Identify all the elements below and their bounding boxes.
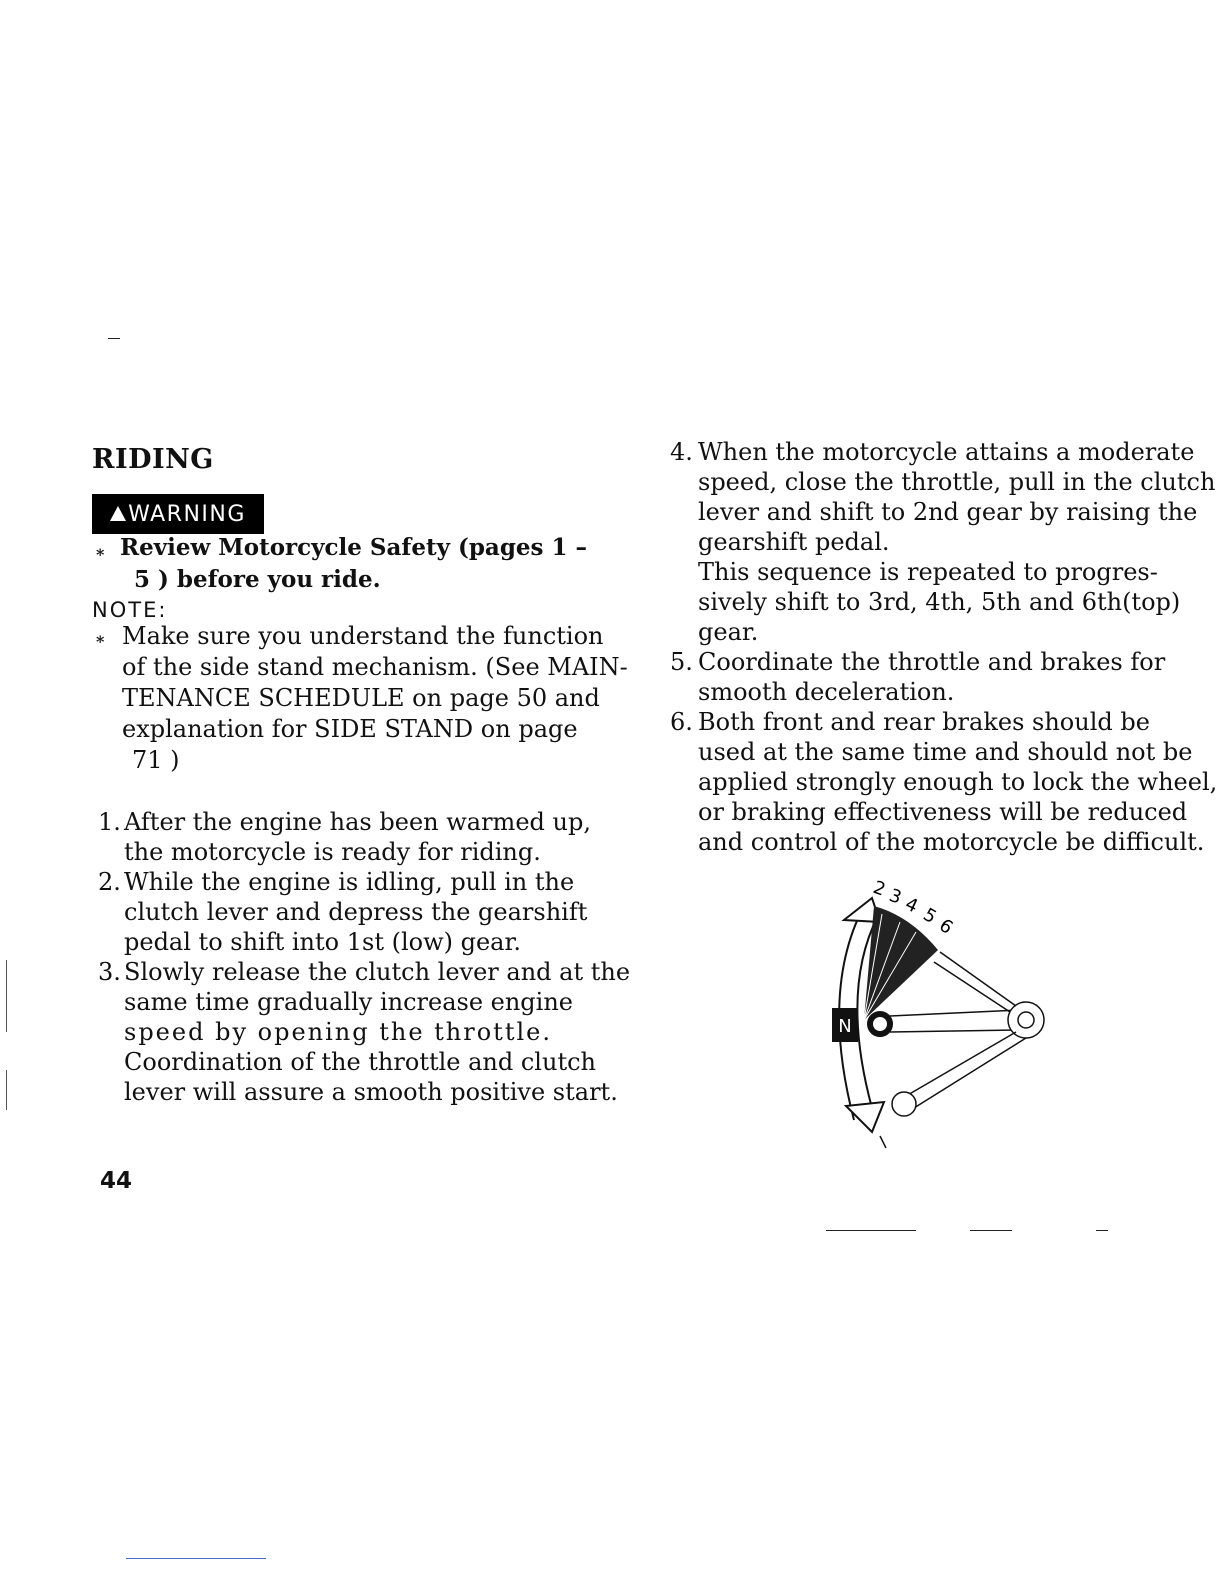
step-line: sively shift to 3rd, 4th, 5th and 6th(top): [698, 588, 1181, 616]
step-line: This sequence is repeated to progres-: [698, 558, 1158, 586]
gear-label: 2: [870, 876, 889, 901]
step-line: Slowly release the clutch lever and at the: [124, 958, 631, 986]
gear-label: 5: [919, 904, 940, 929]
step-number: 3.: [98, 958, 121, 986]
note-line-3: TENANCE SCHEDULE on page 50 and: [122, 684, 600, 712]
warning-triangle-icon: [110, 506, 126, 521]
step-line: Coordinate the throttle and brakes for: [698, 648, 1166, 676]
step-line: Both front and rear brakes should be: [698, 708, 1150, 736]
step-line: speed, close the throttle, pull in the clutch: [698, 468, 1216, 496]
note-label: NOTE:: [92, 598, 168, 622]
lever-arm: [890, 1010, 1020, 1032]
ghost-lever-lower: [914, 1038, 1026, 1108]
step-line: pedal to shift into 1st (low) gear.: [124, 928, 521, 956]
note-bullet: *: [96, 632, 105, 651]
step-line: gearshift pedal.: [698, 528, 890, 556]
step-line: and control of the motorcycle be difficult.: [698, 828, 1205, 856]
step-line: lever will assure a smooth positive start.: [124, 1078, 618, 1106]
scan-mark: [6, 960, 7, 1032]
step-line: lever and shift to 2nd gear by raising the: [698, 498, 1198, 526]
step-number: 6.: [670, 708, 693, 736]
step-line: When the motorcycle attains a moderate: [698, 438, 1195, 466]
pivot-icon: [870, 1014, 890, 1034]
step-line: After the engine has been warmed up,: [124, 808, 591, 836]
scan-mark: [826, 1230, 916, 1231]
ghost-lever-end-icon: [892, 1092, 916, 1116]
step-line: the motorcycle is ready for riding.: [124, 838, 541, 866]
scan-mark: [970, 1230, 1012, 1231]
scan-mark: [126, 1558, 266, 1559]
note-line-1: Make sure you understand the function: [122, 622, 604, 650]
warning-bullet: *: [96, 545, 105, 564]
step-line: same time gradually increase engine: [124, 988, 574, 1016]
ghost-lever-upper: [934, 962, 1010, 1012]
step-line: used at the same time and should not be: [698, 738, 1193, 766]
step-line: speed by opening the throttle.: [124, 1018, 552, 1046]
step-number: 5.: [670, 648, 693, 676]
warning-line-1: Review Motorcycle Safety (pages 1 –: [120, 534, 588, 561]
scan-mark: [1096, 1230, 1108, 1231]
ghost-lever-upper: [940, 952, 1016, 1006]
neutral-label: N: [838, 1016, 852, 1037]
gear-label: 6: [935, 914, 957, 939]
section-title: RIDING: [92, 444, 214, 475]
scan-mark: [6, 1070, 7, 1110]
step-line: applied strongly enough to lock the wheel,: [698, 768, 1218, 796]
warning-line-2: 5 ) before you ride.: [134, 566, 381, 593]
step-line: While the engine is idling, pull in the: [124, 868, 575, 896]
step-line: gear.: [698, 618, 759, 646]
ghost-lever-lower: [906, 1032, 1016, 1096]
step-line: smooth deceleration.: [698, 678, 955, 706]
step-number: 1.: [98, 808, 121, 836]
gear-label: 3: [886, 884, 905, 909]
warning-badge-label: WARNING: [128, 501, 246, 527]
tick-mark: [880, 1136, 886, 1148]
scan-mark: [108, 338, 120, 339]
gearshift-pattern-diagram: [820, 870, 1060, 1160]
step-number: 2.: [98, 868, 121, 896]
page-number: 44: [100, 1168, 133, 1194]
step-line: clutch lever and depress the gearshift: [124, 898, 588, 926]
note-line-4: explanation for SIDE STAND on page: [122, 715, 578, 743]
down-arrow-icon: [846, 1102, 884, 1132]
step-line: or braking effectiveness will be reduced: [698, 798, 1188, 826]
gear-label: 4: [901, 893, 922, 918]
warning-badge: [92, 494, 264, 534]
lever-end-hole: [1018, 1012, 1034, 1028]
step-line: Coordination of the throttle and clutch: [124, 1048, 596, 1076]
note-line-2: of the side stand mechanism. (See MAIN-: [122, 653, 628, 681]
note-line-5: 71 ): [132, 746, 180, 774]
step-number: 4.: [670, 438, 693, 466]
